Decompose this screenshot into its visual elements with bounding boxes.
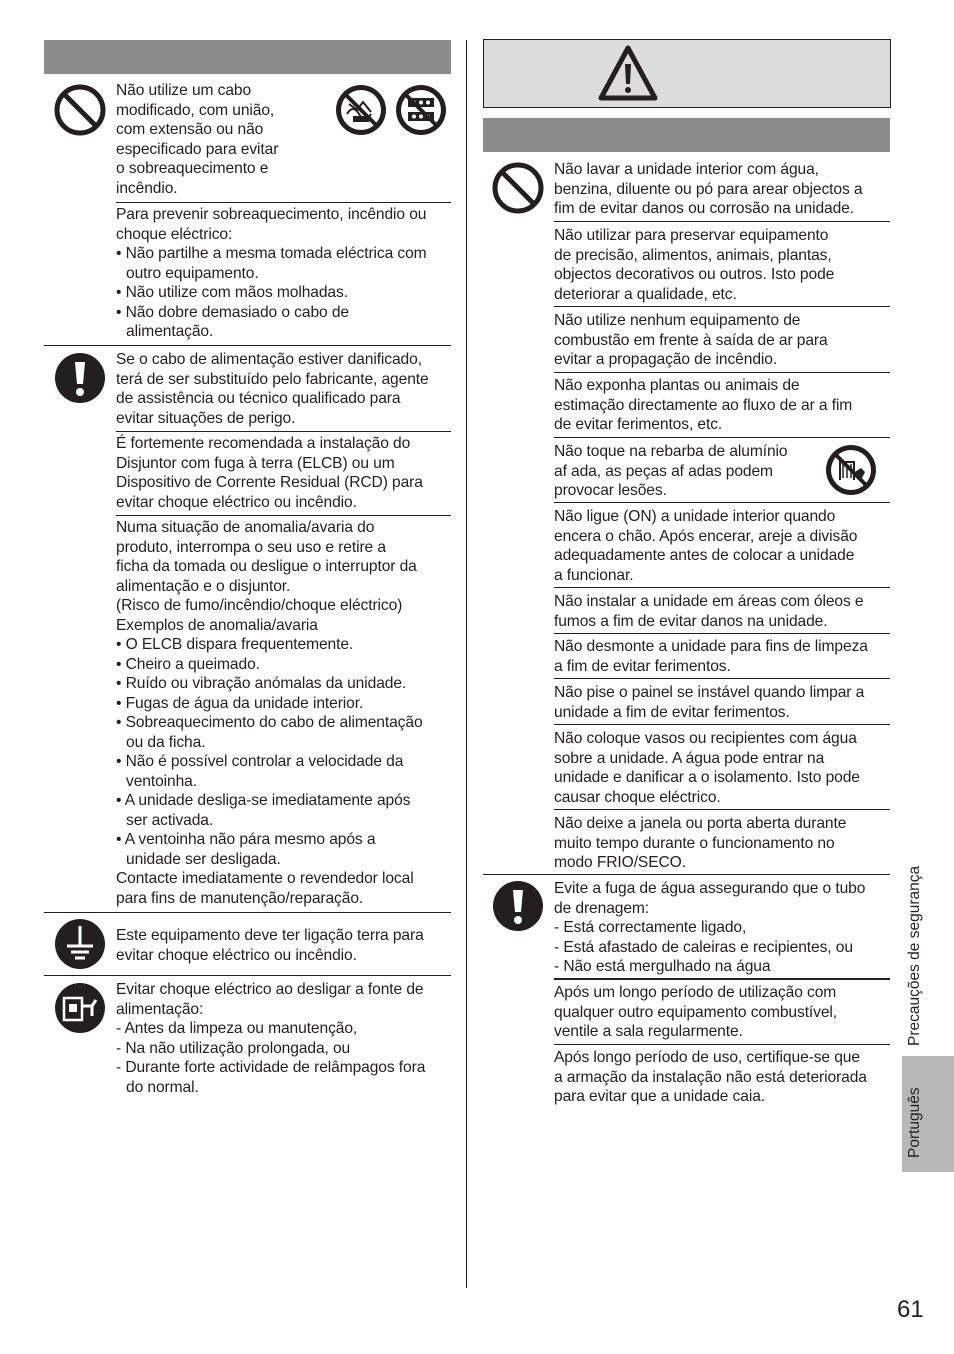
caution-header-box [483, 39, 891, 108]
warning-text-earth: Este equipamento deve ter ligação terra para evitar choque eléctrico ou incêndio. [116, 927, 424, 964]
language-tab-label: Português [906, 1087, 923, 1158]
caution-text-wax-floor: Não ligue (ON) a unidade interior quando encera o chão. Após encerar, areje a divisão adequadamente antes de colocar a unidade a funcionar. [554, 508, 858, 584]
warning-text-damaged-cable: Se o cabo de alimentação estiver danificado, terá de ser substituído pelo fabricante, agente de assistência ou técnico qualificado para evitar situações de perigo. [116, 351, 429, 427]
rule [554, 978, 890, 980]
caution-text-no-preserve: Não utilizar para preservar equipamento de precisão, alimentos, animais, plantas, objectos decorativos ou outros. Isto pode deteriorar a qualidade, etc. [554, 227, 835, 303]
section-band-right [483, 118, 890, 152]
rule [116, 515, 451, 516]
caution-text-disassemble: Não desmonte a unidade para fins de limpeza a fim de evitar ferimentos. [554, 638, 868, 675]
caution-text-water-vases: Não coloque vasos ou recipientes com água sobre a unidade. A água pode entrar na unidade e danificar a o isolamento. Isto pode causar choque eléctrico. [554, 730, 860, 806]
rule [554, 372, 890, 373]
earth-ground-icon [54, 918, 106, 970]
rule [554, 1044, 890, 1045]
rule [554, 437, 890, 438]
no-modified-cable-icon [335, 84, 387, 136]
group-rule [44, 975, 451, 976]
caution-text-window-open: Não deixe a janela ou porta aberta durante muito tempo durante o funcionamento no modo FRIO/SECO. [554, 815, 847, 871]
group-rule [44, 912, 451, 913]
unplug-icon [54, 982, 106, 1034]
rule [554, 678, 890, 679]
section-band-left [44, 40, 451, 74]
column-divider [466, 40, 467, 1288]
prohibition-icon [492, 162, 544, 214]
caution-text-aluminium-fin: Não toque na rebarba de alumínio af ada, as peças af adas podem provocar lesões. [554, 443, 788, 499]
prohibition-icon [54, 84, 106, 136]
rule [554, 724, 890, 725]
warning-text-modified-cable: Não utilize um cabo modificado, com união, com extensão ou não especificado para evitar o sobreaquecimento e incêndio. [116, 82, 279, 197]
no-touch-fin-icon [825, 444, 877, 496]
section-tab-label: Precauções de segurança [906, 865, 923, 1046]
caution-text-panel-step: Não pise o painel se instável quando limpar a unidade a fim de evitar ferimentos. [554, 684, 865, 721]
caution-text-frame-check: Após longo período de uso, certifique-se que a armação da instalação não está deteriorada para evitar que a unidade caia. [554, 1049, 867, 1105]
caution-text-plants-pets: Não exponha plantas ou animais de estimação directamente ao fluxo de ar a fim de evitar ferimentos, etc. [554, 377, 853, 433]
warning-text-malfunction: Numa situação de anomalia/avaria do produto, interrompa o seu uso e retire a ficha da tomada ou desligue o interruptor da alimentação e o disjuntor. (Risco de fumo/incêndio/choque eléctrico) Exemplos de anomalia/avaria • O ELCB dispara frequentemente. • Cheiro a queimado. • Ruído ou vibração anómalas da unidade. • Fugas de água da unidade interior. • Sobreaquecimento do cabo de alimentação ou da ficha. • Não é possível controlar a velocidade da ventoinha. • A unidade desliga-se imediatamente após ser activada. • A ventoinha não pára mesmo após a unidade ser desligada. Contacte imediatamente o revendedor local para fins de manutenção/reparação. [116, 519, 423, 907]
mandatory-action-icon [54, 352, 106, 404]
rule [554, 809, 890, 810]
warning-text-elcb: É fortemente recomendada a instalação do Disjuntor com fuga à terra (ELCB) ou um Dispositivo de Corrente Residual (RCD) para evitar choque eléctrico ou incêndio. [116, 435, 423, 511]
caution-text-ventilate: Após um longo período de utilização com qualquer outro equipamento combustível, ventile a sala regularmente. [554, 984, 838, 1040]
group-rule [483, 874, 890, 875]
group-rule [44, 345, 451, 346]
caution-text-oil-fumes: Não instalar a unidade em áreas com óleos e fumos a fim de evitar danos na unidade. [554, 593, 864, 630]
caution-text-combustion: Não utilize nenhum equipamento de combustão em frente à saída de ar para evitar a propagação de incêndio. [554, 312, 828, 368]
caution-text-no-wash: Não lavar a unidade interior com água, benzina, diluente ou pó para arear objectos a fim de evitar danos ou corrosão na unidade. [554, 161, 863, 217]
rule [554, 502, 890, 503]
rule [554, 633, 890, 634]
rule [554, 587, 890, 588]
rule [554, 306, 890, 307]
rule [116, 431, 451, 432]
warning-triangle-icon [597, 44, 659, 102]
warning-text-unplug: Evitar choque eléctrico ao desligar a fonte de alimentação: - Antes da limpeza ou manutenção, - Na não utilização prolongada, ou - Durante forte actividade de relâmpagos fora do normal. [116, 981, 426, 1096]
caution-text-drain-hose: Evite a fuga de água assegurando que o tubo de drenagem: - Está correctamente ligado, - Está afastado de caleiras e recipientes, ou - Não está mergulhado na água [554, 880, 866, 975]
rule [116, 202, 451, 203]
mandatory-action-icon [492, 880, 544, 932]
no-extension-cord-icon [395, 84, 447, 136]
page-number: 61 [897, 1296, 924, 1323]
rule [554, 221, 890, 222]
warning-text-overheating: Para prevenir sobreaquecimento, incêndio ou choque eléctrico: • Não partilhe a mesma tomada eléctrica com outro equipamento. • Não utilize com mãos molhadas. • Não dobre demasiado o cabo de alimentação. [116, 206, 427, 340]
